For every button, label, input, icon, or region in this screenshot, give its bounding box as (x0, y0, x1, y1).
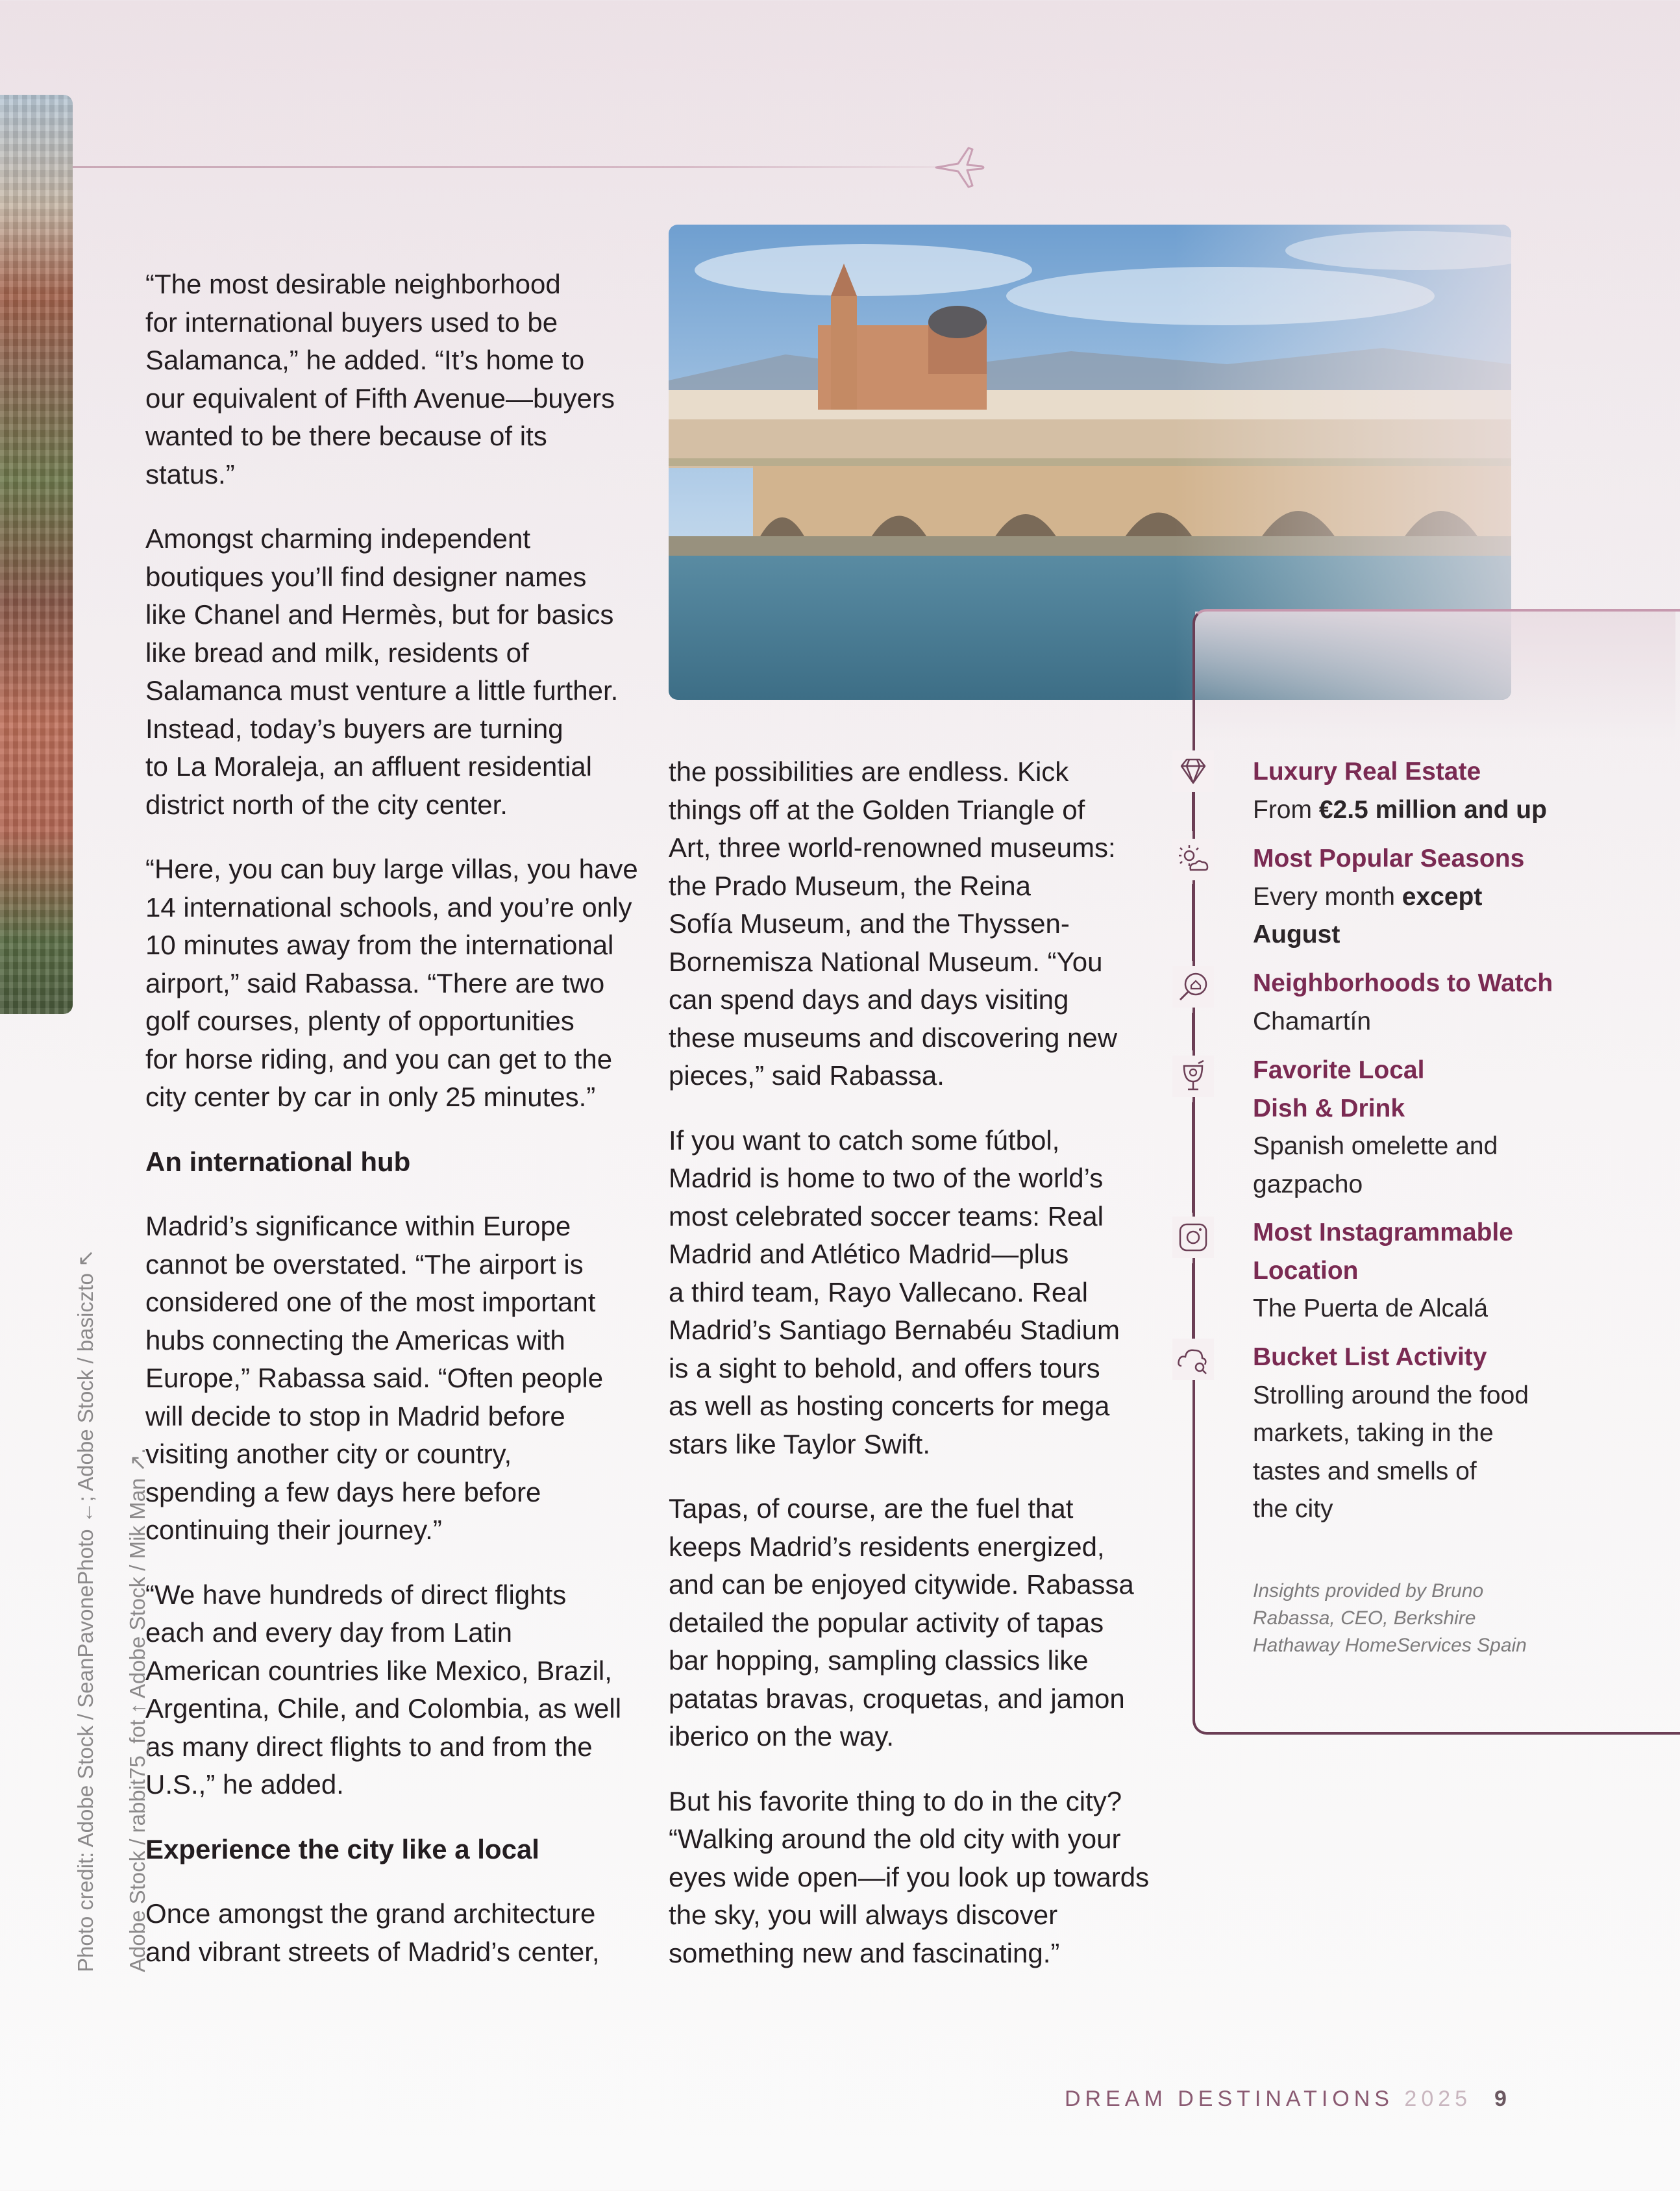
credit-line (73, 1128, 99, 1972)
connector-line (1192, 792, 1194, 831)
connector-line (1192, 1263, 1194, 1341)
value-bold: except August (1253, 882, 1483, 948)
sidebar-item-instagrammable (1253, 1214, 1616, 1328)
sidebar-item-value: Strolling around the food markets, taking in the tastes and smells of the city (1253, 1381, 1529, 1523)
paragraph: “The most desirable neighborhood for international buyers used to be Salamanca,” he added. “It’s home to our equivalent of Fifth Avenue—buyers wanted to be there because of its status.” (145, 269, 615, 489)
paragraph: Amongst charming independent boutiques you’ll find designer names like Chanel and Hermès, but for basics like bread and milk, residents of Salamanca must venture a little further. Instead, today’s buyers are turning to La Moraleja, an affluent residential district north of the city center. (145, 523, 619, 820)
magazine-year: 2025 (1404, 2086, 1472, 2111)
paragraph: Madrid’s significance within Europe cannot be overstated. “The airport is considered one of the most important hubs connecting the Americas with Europe,” Rabassa said. “Often people will decide to stop in Madrid before visiting another city or country, spending a few days here before continuing their journey.” (145, 1211, 604, 1545)
value-bold: €2.5 million and up (1318, 795, 1547, 824)
paragraph: “Here, you can buy large villas, you have 14 international schools, and you’re only 10 minutes away from the international airport,” said Rabassa. “There are two golf courses, plenty of opportunities for horse riding, and you can get to the city center by car in only 25 minutes.” (145, 854, 638, 1112)
sidebar-item-title: Bucket List Activity (1253, 1343, 1487, 1371)
credit-text: . (125, 1448, 149, 1454)
insights-credit: Insights provided by Bruno Rabassa, CEO, Berkshire Hathaway HomeServices Spain (1253, 1580, 1527, 1656)
credit-line (125, 1128, 151, 1972)
arrow-up-icon: ↑ (125, 1703, 149, 1714)
sidebar-item-title: Luxury Real Estate (1253, 758, 1481, 786)
paragraph: the possibilities are endless. Kick things off at the Golden Triangle of Art, three world-renowned museums: the Prado Museum, the Reina Sofía Museum, and the Thyssen- Bornemisza National Museum. “You can spend days and days visiting these museums and discovering new pieces,” said Rabassa. (669, 756, 1118, 1091)
article-column-left (145, 266, 652, 1998)
sidebar-item-title: Neighborhoods to Watch (1253, 969, 1553, 997)
sidebar-item-dish-drink (1253, 1052, 1616, 1204)
home-search-icon (1172, 966, 1214, 1008)
diamond-icon (1172, 750, 1214, 792)
cocktail-icon (1172, 1056, 1214, 1097)
paragraph: “We have hundreds of direct flights each and every day from Latin American countries like Mexico, Brazil, Argentina, Chile, and Colombia, as well as many direct flights to and from the U.S.,” he added. (145, 1579, 622, 1800)
paragraph: If you want to catch some fútbol, Madrid is home to two of the world’s most celebrated soccer teams: Real Madrid and Atlético Madrid—plus a third team, Rayo Vallecano. Real Madrid’s Santiago Bernabéu Stadium is a sight to behold, and offers tours as well as hosting concerts for mega stars like Taylor Swift. (669, 1124, 1120, 1459)
arrow-left-icon: ← (73, 1502, 97, 1524)
value-prefix: From (1253, 795, 1319, 824)
arrow-up-right-icon: ↗ (125, 1454, 149, 1472)
credit-text: Adobe Stock / rabbit75_fot (125, 1713, 149, 1972)
sidebar-item-neighborhoods (1253, 965, 1616, 1041)
instagram-icon (1172, 1217, 1214, 1258)
article-column-middle (669, 753, 1162, 1999)
paragraph: Once amongst the grand architecture and vibrant streets of Madrid’s center, (145, 1898, 600, 1967)
value-prefix: Every month (1253, 882, 1402, 911)
connector-line (1192, 884, 1194, 961)
credit-text: Adobe Stock / Mik Man (125, 1472, 149, 1703)
magazine-name: DREAM DESTINATIONS (1065, 2086, 1394, 2111)
photo-credit (47, 1128, 177, 1972)
footer-magazine-title (1065, 2086, 1472, 2112)
section-heading: An international hub (145, 1146, 411, 1177)
connector-line (1192, 1102, 1194, 1213)
page-number: 9 (1494, 2086, 1507, 2111)
credit-text: ; Adobe Stock / basiczto (73, 1267, 97, 1502)
paragraph: Tapas, of course, are the fuel that keeps Madrid’s residents energized, and can be enjoyed citywide. Rabassa detailed the popular activity of tapas bar hopping, sampling classics like patatas bravas, croquetas, and jamon iberico on the way. (669, 1493, 1134, 1752)
sidebar-item-bucket-list (1253, 1339, 1616, 1529)
section-heading: Experience the city like a local (145, 1833, 539, 1864)
sun-cloud-icon (1172, 839, 1214, 880)
sidebar-item-value: The Puerta de Alcalá (1253, 1294, 1489, 1322)
paragraph: But his favorite thing to do in the city? “Walking around the old city with your eyes wide open—if you look up towards the sky, you will always discover something new and fascinating.” (669, 1785, 1150, 1968)
sidebar-item-value (1253, 878, 1616, 954)
airplane-icon (932, 144, 987, 191)
left-edge-photo (0, 95, 73, 1014)
arrow-up-left-icon: ↖ (73, 1249, 97, 1267)
top-divider-line (73, 166, 936, 168)
sidebar-item-title: Most Popular Seasons (1253, 845, 1525, 873)
cloud-search-icon (1172, 1339, 1214, 1380)
sidebar-item-title: Most Instagrammable Location (1253, 1219, 1513, 1285)
credit-text: Photo credit: Adobe Stock / SeanPavonePhoto (73, 1523, 97, 1972)
connector-line (1192, 1013, 1194, 1050)
sidebar-item-value: Spanish omelette and gazpacho (1253, 1132, 1498, 1198)
sidebar-item-value (1253, 791, 1616, 830)
sidebar-item-luxury-real-estate (1253, 753, 1616, 829)
sidebar-item-popular-seasons (1253, 840, 1616, 954)
sidebar-item-value: Chamartín (1253, 1007, 1372, 1035)
sidebar-item-title: Favorite Local Dish & Drink (1253, 1056, 1425, 1122)
